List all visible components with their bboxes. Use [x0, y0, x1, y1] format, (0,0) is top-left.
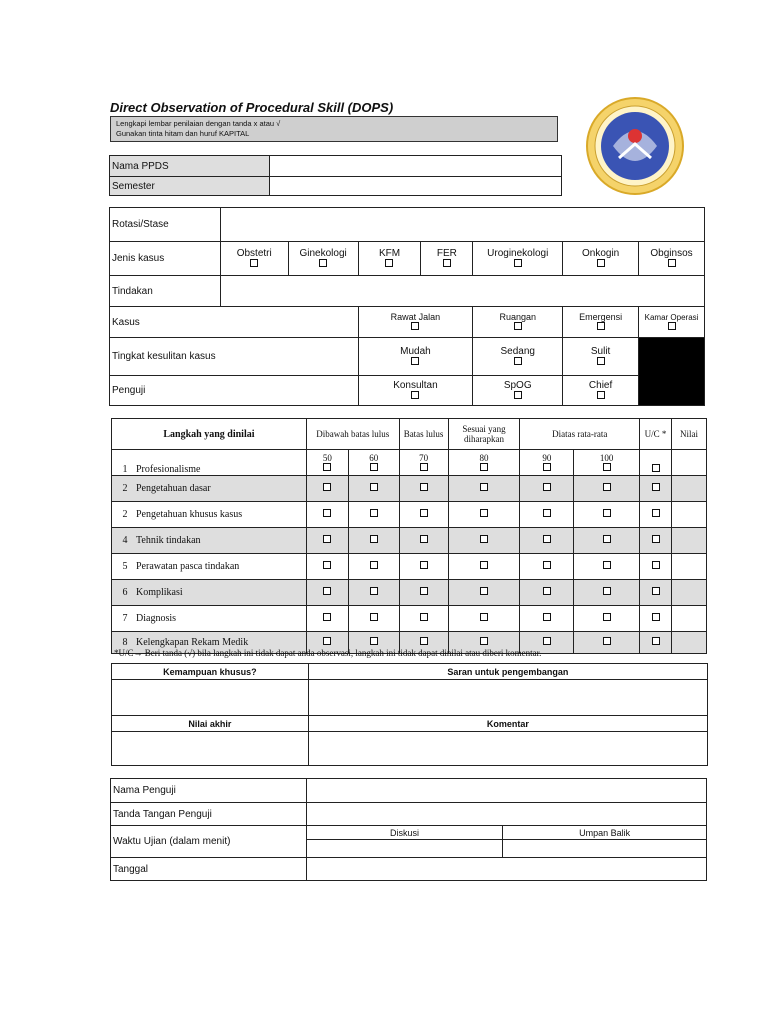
option-chief — [563, 376, 639, 406]
option-label: Kamar Operasi — [644, 312, 699, 322]
option-label: Konsultan — [393, 379, 438, 391]
field-ttd[interactable] — [306, 803, 706, 826]
field-nilai-akhir[interactable] — [112, 732, 309, 766]
step-label: Pengetahuan dasar — [136, 483, 211, 495]
checkbox[interactable] — [370, 637, 378, 645]
rating-cell — [399, 606, 448, 632]
checkbox[interactable] — [514, 391, 522, 399]
checkbox[interactable] — [597, 391, 605, 399]
option-label: Obstetri — [236, 247, 272, 259]
rating-cell — [448, 528, 520, 554]
score-value: 100 — [599, 452, 614, 463]
option-label: Chief — [588, 379, 613, 391]
rating-cell — [640, 606, 672, 632]
form-title: Direct Observation of Procedural Skill (DOPS) — [110, 100, 394, 115]
checkbox[interactable] — [370, 561, 378, 569]
rating-cell — [348, 580, 399, 606]
option-label: Mudah — [400, 345, 431, 357]
rating-cell — [399, 528, 448, 554]
nilai-cell[interactable] — [671, 632, 706, 654]
checkbox[interactable] — [603, 587, 611, 595]
checkbox[interactable] — [420, 535, 428, 543]
step-number: 6 — [122, 586, 128, 598]
label-waktu: Waktu Ujian (dalam menit) — [111, 826, 307, 858]
rating-cell — [574, 502, 640, 528]
checkbox[interactable] — [323, 561, 331, 569]
checkbox[interactable] — [480, 587, 488, 595]
instruction-line-2: Gunakan tinta hitam dan huruf KAPITAL — [116, 129, 250, 138]
header-diatas: Diatas rata-rata — [520, 419, 640, 450]
field-tindakan[interactable] — [220, 276, 704, 307]
nilai-cell[interactable] — [671, 554, 706, 580]
score-column — [306, 450, 348, 476]
checkbox[interactable] — [420, 587, 428, 595]
checkbox[interactable] — [370, 587, 378, 595]
option-label: Sulit — [590, 345, 611, 357]
instructions-box — [110, 116, 558, 142]
checkbox[interactable] — [480, 535, 488, 543]
option-label: Obginsos — [650, 247, 693, 259]
header-kemampuan: Kemampuan khusus? — [112, 664, 309, 680]
score-value: 70 — [419, 452, 429, 463]
blacked-out-cell — [639, 338, 705, 406]
checkbox[interactable] — [603, 561, 611, 569]
field-diskusi[interactable] — [306, 840, 503, 858]
checkbox[interactable] — [603, 463, 611, 471]
checkbox[interactable] — [652, 561, 660, 569]
option-obstetri — [220, 242, 288, 276]
rating-cell — [640, 632, 672, 654]
checkbox[interactable] — [420, 637, 428, 645]
checkbox[interactable] — [668, 322, 676, 330]
rating-cell — [520, 580, 574, 606]
option-label: KFM — [378, 247, 401, 259]
rating-cell — [520, 502, 574, 528]
checkbox[interactable] — [411, 357, 419, 365]
option-label: Ruangan — [499, 312, 536, 322]
step-label: Komplikasi — [136, 587, 183, 599]
rating-cell — [640, 554, 672, 580]
step-row — [112, 476, 307, 502]
step-number: 2 — [122, 508, 128, 520]
checkbox[interactable] — [543, 637, 551, 645]
checkbox[interactable] — [323, 587, 331, 595]
option-rawat-jalan — [358, 307, 473, 338]
step-number: 5 — [122, 560, 128, 572]
identity-table — [109, 155, 562, 196]
checkbox[interactable] — [603, 483, 611, 491]
checkbox[interactable] — [480, 613, 488, 621]
rating-cell — [348, 528, 399, 554]
label-ttd: Tanda Tangan Penguji — [111, 803, 307, 826]
option-label: FER — [436, 247, 457, 259]
rating-cell — [448, 502, 520, 528]
checkbox[interactable] — [543, 587, 551, 595]
checkbox[interactable] — [597, 357, 605, 365]
rating-cell — [399, 502, 448, 528]
score-column — [399, 450, 448, 476]
rating-cell — [306, 554, 348, 580]
checkbox[interactable] — [411, 322, 419, 330]
checkbox[interactable] — [323, 463, 331, 471]
uc-cell — [640, 450, 672, 476]
option-mudah — [358, 338, 473, 376]
field-rotasi[interactable] — [220, 208, 704, 242]
checkbox[interactable] — [480, 561, 488, 569]
checkbox[interactable] — [411, 391, 419, 399]
label-kasus: Kasus — [110, 307, 359, 338]
header-uc: U/C * — [640, 419, 672, 450]
score-column — [520, 450, 574, 476]
label-rotasi: Rotasi/Stase — [110, 208, 221, 242]
label-kesulitan: Tingkat kesulitan kasus — [110, 338, 359, 376]
rating-cell — [574, 554, 640, 580]
rating-cell — [640, 580, 672, 606]
rating-cell — [640, 502, 672, 528]
step-row — [112, 606, 307, 632]
rating-cell — [306, 528, 348, 554]
step-label: Tehnik tindakan — [136, 535, 201, 547]
checkbox[interactable] — [319, 259, 327, 267]
option-ruangan — [473, 307, 563, 338]
feedback-table — [111, 663, 708, 766]
checkbox[interactable] — [480, 509, 488, 517]
checkbox[interactable] — [385, 259, 393, 267]
examiner-table — [110, 778, 707, 881]
field-komentar[interactable] — [308, 732, 707, 766]
checkbox[interactable] — [420, 613, 428, 621]
checkbox[interactable] — [323, 637, 331, 645]
option-label: Rawat Jalan — [390, 312, 441, 322]
rating-cell — [448, 580, 520, 606]
option-emergensi — [563, 307, 639, 338]
step-row-profesionalisme — [112, 450, 307, 476]
step-label: Kelengkapan Rekam Medik — [136, 637, 249, 649]
rating-cell — [448, 554, 520, 580]
score-value: 90 — [542, 452, 552, 463]
header-sesuai: Sesuai yang diharapkan — [448, 419, 520, 450]
option-label: Onkogin — [581, 247, 620, 259]
field-nama-penguji[interactable] — [306, 779, 706, 803]
checkbox[interactable] — [443, 259, 451, 267]
header-nilai-akhir: Nilai akhir — [112, 716, 309, 732]
step-row — [112, 502, 307, 528]
checkbox[interactable] — [652, 637, 660, 645]
option-ginekologi — [288, 242, 358, 276]
option-kamar-operasi — [639, 307, 705, 338]
header-komentar: Komentar — [308, 716, 707, 732]
field-nama-ppds[interactable] — [270, 156, 562, 177]
university-seal-logo — [585, 96, 685, 196]
rating-cell — [399, 580, 448, 606]
checkbox[interactable] — [543, 483, 551, 491]
field-kemampuan[interactable] — [112, 680, 309, 716]
rating-cell — [640, 528, 672, 554]
option-uroginekologi — [473, 242, 563, 276]
option-spog — [473, 376, 563, 406]
step-label: Diagnosis — [136, 613, 176, 625]
header-dibawah: Dibawah batas lulus — [306, 419, 399, 450]
rating-cell — [574, 632, 640, 654]
rating-cell — [520, 606, 574, 632]
checkbox[interactable] — [597, 259, 605, 267]
step-label: Perawatan pasca tindakan — [136, 561, 240, 573]
score-value: 60 — [369, 452, 379, 463]
field-umpan-balik[interactable] — [503, 840, 707, 858]
option-label: Sedang — [500, 345, 535, 357]
checkbox[interactable] — [543, 535, 551, 543]
rating-cell — [574, 528, 640, 554]
rating-cell — [399, 476, 448, 502]
score-column — [348, 450, 399, 476]
nilai-cell[interactable] — [671, 476, 706, 502]
checkbox[interactable] — [603, 509, 611, 517]
checkbox[interactable] — [370, 509, 378, 517]
option-sedang — [473, 338, 563, 376]
checkbox[interactable] — [652, 535, 660, 543]
step-number: 2 — [122, 482, 128, 494]
checkbox[interactable] — [420, 463, 428, 471]
rating-cell — [574, 580, 640, 606]
label-tanggal: Tanggal — [111, 858, 307, 881]
rating-cell — [348, 606, 399, 632]
step-number: 8 — [122, 636, 128, 648]
option-fer — [421, 242, 473, 276]
checkbox[interactable] — [250, 259, 258, 267]
step-label: Pengetahuan khusus kasus — [136, 509, 243, 521]
checkbox[interactable] — [652, 483, 660, 491]
option-onkogin — [563, 242, 639, 276]
score-column — [574, 450, 640, 476]
rating-cell — [306, 502, 348, 528]
label-tindakan: Tindakan — [110, 276, 221, 307]
option-label: Emergensi — [579, 312, 623, 322]
header-batas: Batas lulus — [399, 419, 448, 450]
option-label: Uroginekologi — [487, 247, 549, 259]
rating-cell — [520, 476, 574, 502]
checkbox[interactable] — [543, 561, 551, 569]
nilai-cell[interactable] — [671, 606, 706, 632]
nilai-cell[interactable] — [671, 528, 706, 554]
field-saran[interactable] — [308, 680, 707, 716]
header-nilai: Nilai — [671, 419, 706, 450]
checkbox[interactable] — [370, 463, 378, 471]
checkbox[interactable] — [652, 509, 660, 517]
label-semester: Semester — [110, 177, 270, 196]
checkbox[interactable] — [652, 613, 660, 621]
option-konsultan — [358, 376, 473, 406]
field-semester[interactable] — [270, 177, 562, 196]
checkbox[interactable] — [370, 535, 378, 543]
checkbox[interactable] — [480, 483, 488, 491]
step-number: 4 — [122, 534, 128, 546]
checkbox[interactable] — [543, 463, 551, 471]
label-nama-ppds: Nama PPDS — [110, 156, 270, 177]
uc-footnote: *U/C→ Beri tanda (√) bila langkah ini tidak dapat anda observasi, langkah ini tidak dapat dinilai atau diberi komentar. — [114, 648, 542, 658]
checkbox[interactable] — [668, 259, 676, 267]
step-number: 7 — [122, 612, 128, 624]
checkbox[interactable] — [370, 613, 378, 621]
rating-cell — [520, 554, 574, 580]
rating-cell — [348, 554, 399, 580]
header-umpan-balik: Umpan Balik — [503, 826, 707, 840]
step-row — [112, 580, 307, 606]
rating-cell — [574, 606, 640, 632]
header-langkah: Langkah yang dinilai — [112, 419, 307, 450]
step-row — [112, 528, 307, 554]
rating-cell — [348, 502, 399, 528]
checkbox[interactable] — [323, 483, 331, 491]
field-tanggal[interactable] — [306, 858, 706, 881]
rating-cell — [306, 580, 348, 606]
instruction-line-1: Lengkapi lembar penilaian dengan tanda x atau √ — [116, 119, 281, 128]
rating-cell — [306, 476, 348, 502]
header-saran: Saran untuk pengembangan — [308, 664, 707, 680]
label-nama-penguji: Nama Penguji — [111, 779, 307, 803]
rating-cell — [574, 476, 640, 502]
option-label: SpOG — [503, 379, 532, 391]
nilai-cell[interactable] — [671, 502, 706, 528]
step-number: 1 — [122, 464, 128, 475]
rating-cell — [448, 606, 520, 632]
nilai-cell[interactable] — [671, 450, 706, 476]
option-label: Ginekologi — [299, 247, 347, 259]
option-kfm — [358, 242, 421, 276]
score-value: 50 — [322, 452, 332, 463]
checkbox[interactable] — [603, 535, 611, 543]
rating-cell — [640, 476, 672, 502]
checkbox[interactable] — [543, 613, 551, 621]
step-row — [112, 554, 307, 580]
checkbox[interactable] — [597, 322, 605, 330]
case-info-table — [109, 207, 705, 406]
score-column — [448, 450, 520, 476]
option-sulit — [563, 338, 639, 376]
checkbox[interactable] — [420, 509, 428, 517]
step-label: Profesionalisme — [136, 464, 201, 475]
label-jenis-kasus: Jenis kasus — [110, 242, 221, 276]
checkbox[interactable] — [543, 509, 551, 517]
checkbox[interactable] — [603, 613, 611, 621]
checkbox[interactable] — [323, 613, 331, 621]
nilai-cell[interactable] — [671, 580, 706, 606]
rating-cell — [520, 528, 574, 554]
checkbox[interactable] — [420, 483, 428, 491]
score-value: 80 — [479, 452, 489, 463]
header-diskusi: Diskusi — [306, 826, 503, 840]
checkbox[interactable] — [480, 463, 488, 471]
checkbox[interactable] — [603, 637, 611, 645]
checkbox[interactable] — [652, 587, 660, 595]
checkbox[interactable] — [514, 357, 522, 365]
checkbox[interactable] — [323, 535, 331, 543]
checkbox[interactable] — [652, 464, 660, 472]
option-obginsos — [639, 242, 705, 276]
rating-cell — [306, 606, 348, 632]
checkbox[interactable] — [480, 637, 488, 645]
checkbox[interactable] — [514, 259, 522, 267]
checkbox[interactable] — [370, 483, 378, 491]
rating-cell — [399, 554, 448, 580]
rating-cell — [448, 476, 520, 502]
checkbox[interactable] — [323, 509, 331, 517]
rating-cell — [348, 476, 399, 502]
checkbox[interactable] — [420, 561, 428, 569]
checkbox[interactable] — [514, 322, 522, 330]
label-penguji: Penguji — [110, 376, 359, 406]
assessment-table — [111, 418, 707, 654]
